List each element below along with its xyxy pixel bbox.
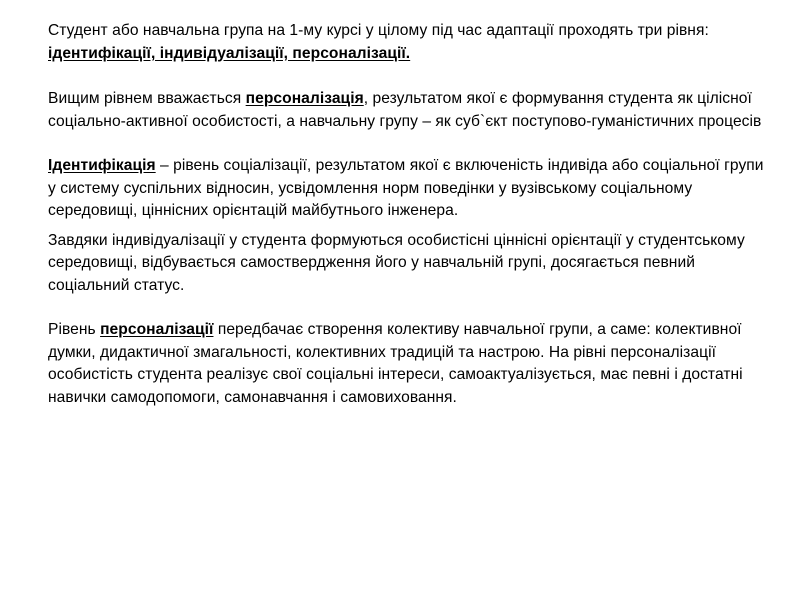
paragraph-text: передбачає створення колективу навчальної групи, а саме: колективної думки, дидактичної змагальності, колективних традицій та настрою. На рівні персоналізації особистість студента реалізує свої соціальні інтереси, самоактуалізується, має певні і достатні навички самодопомоги, самонавчання і самовиховання. — [48, 321, 743, 406]
emphasis-identification: Ідентифікація — [48, 157, 156, 174]
paragraph-text: Студент або навчальна група на 1-му курсі у цілому під час адаптації проходять три рівня: — [48, 22, 709, 39]
emphasis-levels-list: ідентифікації, індивідуалізації, персоналізації. — [48, 44, 411, 62]
paragraph-text: – рівень соціалізації, результатом якої є включеність індивіда або соціальної групи у систему суспільних відносин, усвідомлення норм поведінки у вузівському соціальному середовищі, ціннісних орієнтацій майбутнього інженера. — [48, 157, 764, 219]
paragraph-adaptation-levels — [48, 20, 766, 65]
paragraph-text: Рівень — [48, 321, 101, 338]
paragraph-text: Вищим рівнем вважається — [48, 90, 246, 107]
emphasis-personalization: персоналізація — [245, 90, 364, 107]
paragraph-text: , результатом якої є формування студента як цілісної соціально-активної особистості, а навчальну групу – як суб`єкт поступово-гуманістичних процесів — [48, 90, 762, 130]
paragraph-text: Завдяки індивідуалізації у студента формуються особистісні ціннісні орієнтації у студентському середовищі, відбувається самоствердження його у навчальній групі, досягається певний соціальний статус. — [48, 231, 745, 294]
paragraph-individualization — [48, 230, 766, 298]
paragraph-highest-level — [48, 88, 766, 133]
paragraph-personalization-level — [48, 319, 766, 409]
paragraph-identification — [48, 155, 766, 223]
emphasis-personalization: персоналізації — [100, 321, 214, 338]
